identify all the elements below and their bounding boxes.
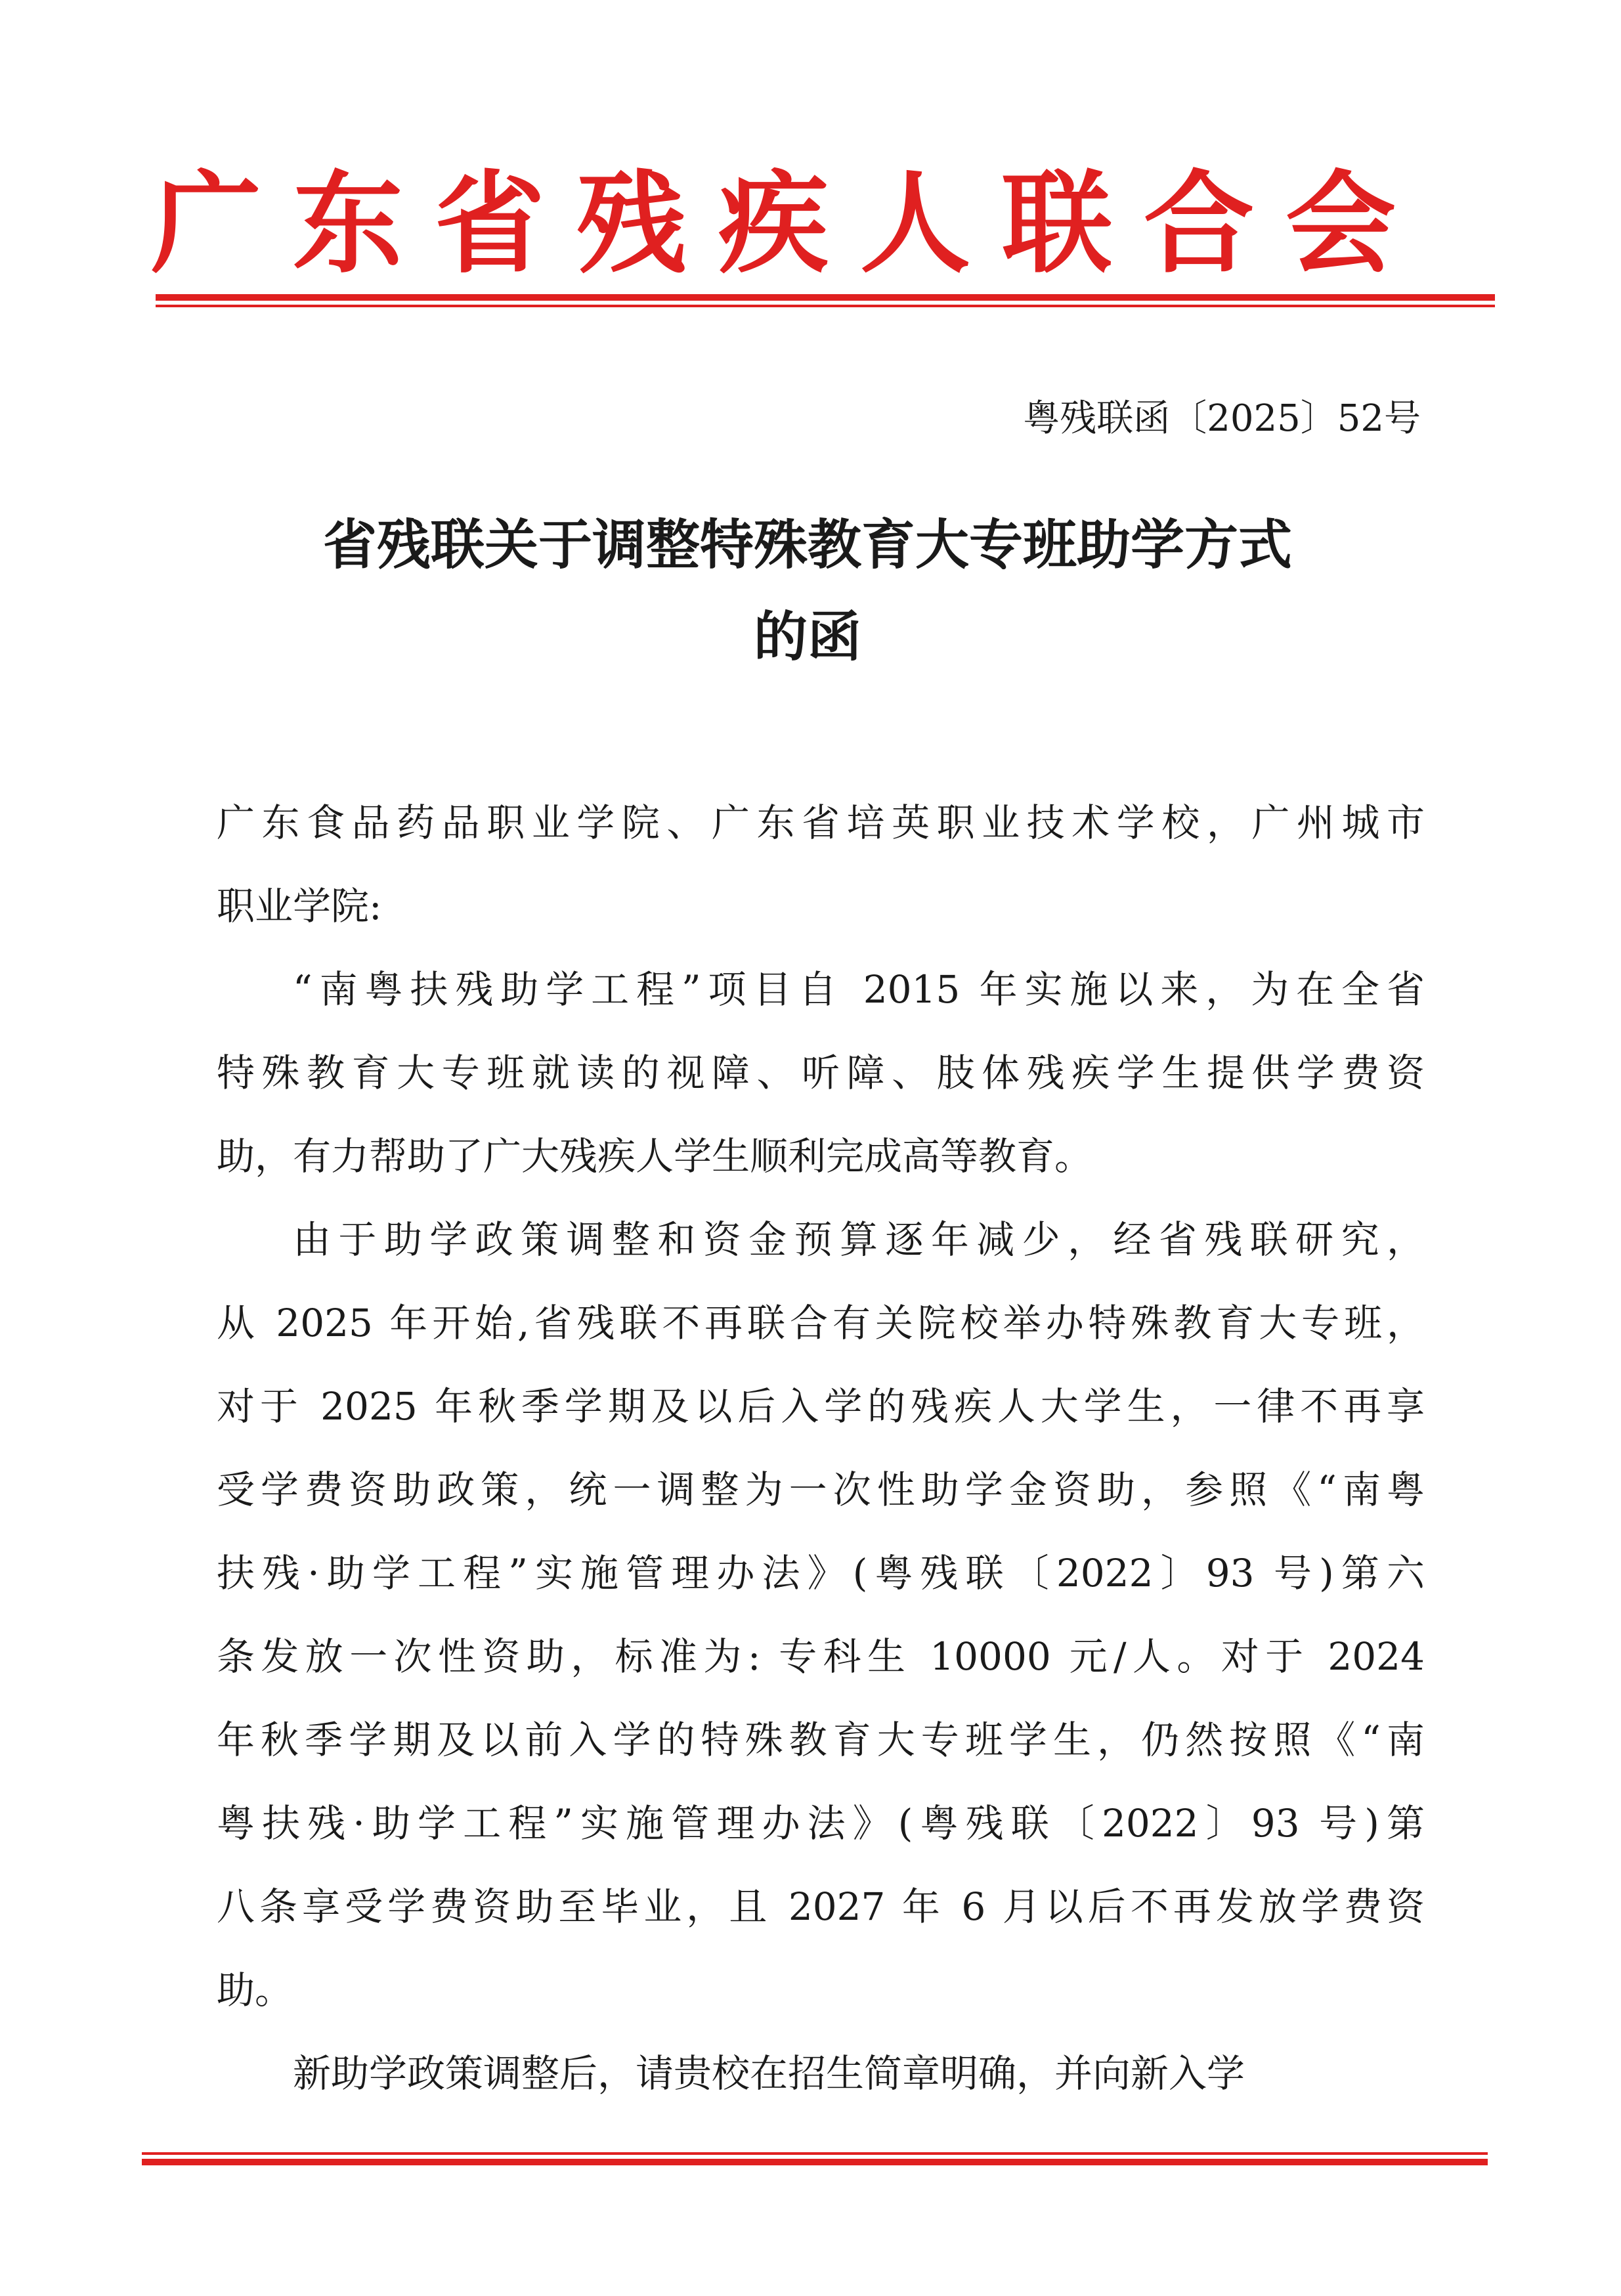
title-line-2: 的函 [753, 605, 861, 668]
paragraph-line: 条发放一次性资助，标准为: 专科生 10000 元/人。对于 2024 [217, 1634, 1425, 1679]
addressee-line: 职业学院: [217, 884, 382, 928]
organization-masthead: 广东省残疾人联合会 [151, 158, 1427, 288]
paragraph-line: 新助学政策调整后，请贵校在招生简章明确，并向新入学 [293, 2051, 1245, 2096]
paragraph-line: 从 2025 年开始,省残联不再联合有关院校举办特殊教育大专班， [217, 1301, 1425, 1345]
header-divider-thin [156, 305, 1495, 307]
footer-divider-thin [142, 2152, 1488, 2155]
paragraph-line: 助，有力帮助了广大残疾人学生顺利完成高等教育。 [217, 1134, 1093, 1179]
paragraph-line: 粤扶残·助学工程”实施管理办法》(粤残联〔2022〕93 号)第 [217, 1801, 1425, 1846]
letter-body [217, 781, 1425, 2115]
paragraph-line: 对于 2025 年秋季学期及以后入学的残疾人大学生，一律不再享 [217, 1384, 1425, 1429]
paragraph-line: 由于助学政策调整和资金预算逐年减少，经省残联研究， [293, 1217, 1425, 1262]
document-title [197, 499, 1418, 683]
paragraph-line: 受学费资助政策，统一调整为一次性助学金资助，参照《“南粤 [217, 1467, 1425, 1512]
paragraph-line: 扶残·助学工程”实施管理办法》(粤残联〔2022〕93 号)第六 [217, 1551, 1425, 1595]
addressee-line: 广东食品药品职业学院、广东省培英职业技术学校，广州城市 [217, 800, 1425, 845]
title-line-1: 省残联关于调整特殊教育大专班助学方式 [322, 513, 1292, 576]
paragraph-line: 助。 [217, 1968, 293, 2012]
paragraph-line: 特殊教育大专班就读的视障、听障、肢体残疾学生提供学费资 [217, 1051, 1425, 1095]
paragraph-line: 八条享受学费资助至毕业，且 2027 年 6 月以后不再发放学费资 [217, 1884, 1425, 1929]
paragraph-line: “南粤扶残助学工程”项目自 2015 年实施以来，为在全省 [293, 967, 1425, 1012]
footer-divider-thick [142, 2159, 1488, 2165]
header-divider-thick [156, 294, 1495, 301]
document-number: 粤残联函〔2025〕52号 [1023, 397, 1421, 440]
paragraph-line: 年秋季学期及以前入学的特殊教育大专班学生，仍然按照《“南 [217, 1718, 1425, 1762]
